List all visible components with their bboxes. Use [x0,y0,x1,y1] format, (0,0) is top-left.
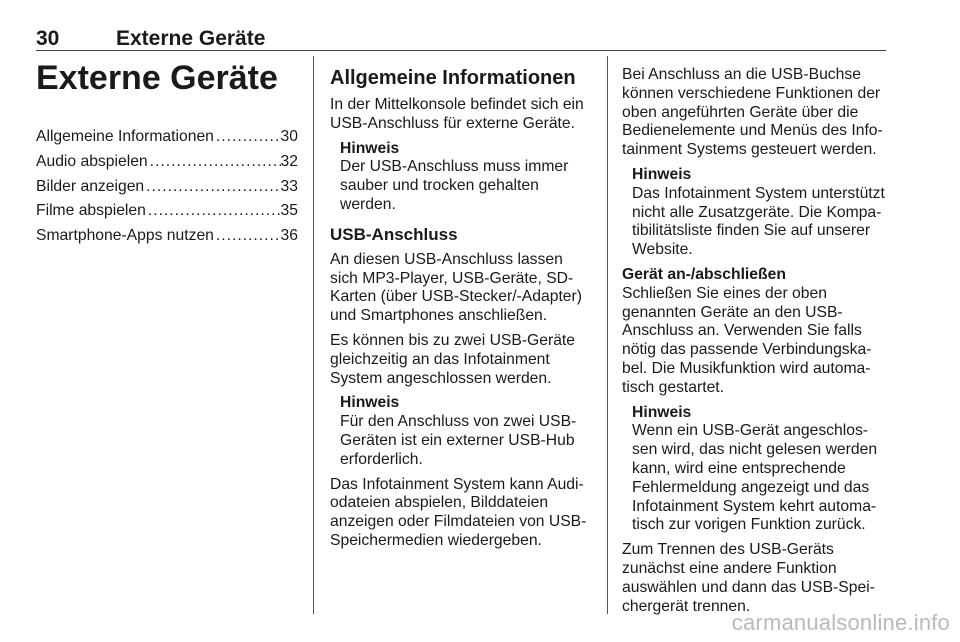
toc-entry-label: Smartphone-Apps nutzen [36,227,214,245]
subsection-heading: Gerät an-/abschließen [622,265,786,283]
toc-entry[interactable] [36,227,298,246]
column-general-info [330,66,596,557]
body-paragraph: Schließen Sie eines der oben genannten Geräte an den USB- Anschluss an. Verwenden Sie falls nötig das passende Verbindungska- bel. Die Musikfunktion wird automa- tisch gestartet. [622,284,872,396]
header-rule [36,50,886,51]
note-box [340,140,596,215]
body-paragraph: Es können bis zu zwei USB-Geräte gleichzeitig an das Infotainment System angeschlossen werden. [330,331,576,387]
toc-entry-label: Audio abspielen [36,152,148,170]
running-title: Externe Geräte [116,27,266,50]
toc-entry[interactable] [36,178,298,197]
toc-leader-dots [144,178,280,197]
body-paragraph: Das Infotainment System kann Audi- odateien abspielen, Bilddateien anzeigen oder Filmdateien von USB- Speichermedien wiedergeben. [330,475,587,549]
toc-entry[interactable] [36,202,298,221]
toc-leader-dots [146,202,281,221]
toc-leader-dots [214,128,281,147]
page-number: 30 [36,27,60,50]
toc-leader-dots [148,153,281,172]
table-of-contents [36,128,298,246]
note-title: Hinweis [340,139,400,157]
column-divider-2 [607,56,608,614]
column-toc [36,58,298,252]
note-box [632,166,888,260]
toc-entry-label: Bilder anzeigen [36,177,145,195]
body-paragraph: Zum Trennen des USB-Geräts zunächst eine andere Funktion auswählen und dann das USB-Spei- chergerät trennen. [622,541,875,615]
section-heading: Allgemeine Informationen [330,67,576,89]
note-title: Hinweis [632,165,692,183]
note-title: Hinweis [340,394,400,412]
watermark: carmanualsonline.info [731,610,950,635]
column-divider-1 [313,56,314,614]
toc-leader-dots [214,227,281,246]
toc-entry[interactable] [36,153,298,172]
toc-entry[interactable] [36,128,298,147]
note-text: Wenn ein USB-Gerät angeschlos- sen wird, das nicht gelesen werden kann, wird eine entsprechende Fehlermeldung angezeigt und das Infotainment System kehrt automa- tisch zur vorigen Funktion zurück. [632,422,878,534]
toc-entry-page: 36 [280,227,298,245]
toc-entry-page: 30 [280,128,298,145]
column-connect [622,66,888,622]
subsection-heading: USB-Anschluss [330,224,458,244]
body-paragraph: An diesen USB-Anschluss lassen sich MP3-Player, USB-Geräte, SD- Karten (über USB-Stecker/-Adapter) und Smartphones anschließen. [330,250,582,325]
intro-paragraph: In der Mittelkonsole befindet sich ein USB-Anschluss für externe Geräte. [330,96,584,132]
toc-entry-page: 33 [280,177,298,195]
body-paragraph: Bei Anschluss an die USB-Buchse können verschiedene Funktionen der oben angeführten Geräte über die Bedienelemente und Menüs des Info- tainment Systems gesteuert werden. [622,66,883,159]
note-text: Der USB-Anschluss muss immer sauber und trocken gehalten werden. [340,158,569,213]
note-box [632,404,888,536]
note-box [340,394,596,469]
note-title: Hinweis [632,403,692,421]
toc-entry-label: Allgemeine Informationen [36,128,214,145]
page-header [36,22,886,50]
note-text: Das Infotainment System unterstützt nicht alle Zusatzgeräte. Die Kompa- tibilitätsliste finden Sie auf unserer Website. [632,184,885,259]
toc-entry-page: 32 [280,152,298,170]
note-text: Für den Anschluss von zwei USB- Geräten ist ein externer USB-Hub erforderlich. [340,413,577,468]
toc-entry-label: Filme abspielen [36,202,146,220]
toc-entry-page: 35 [280,202,298,220]
chapter-title: Externe Geräte [36,59,278,97]
